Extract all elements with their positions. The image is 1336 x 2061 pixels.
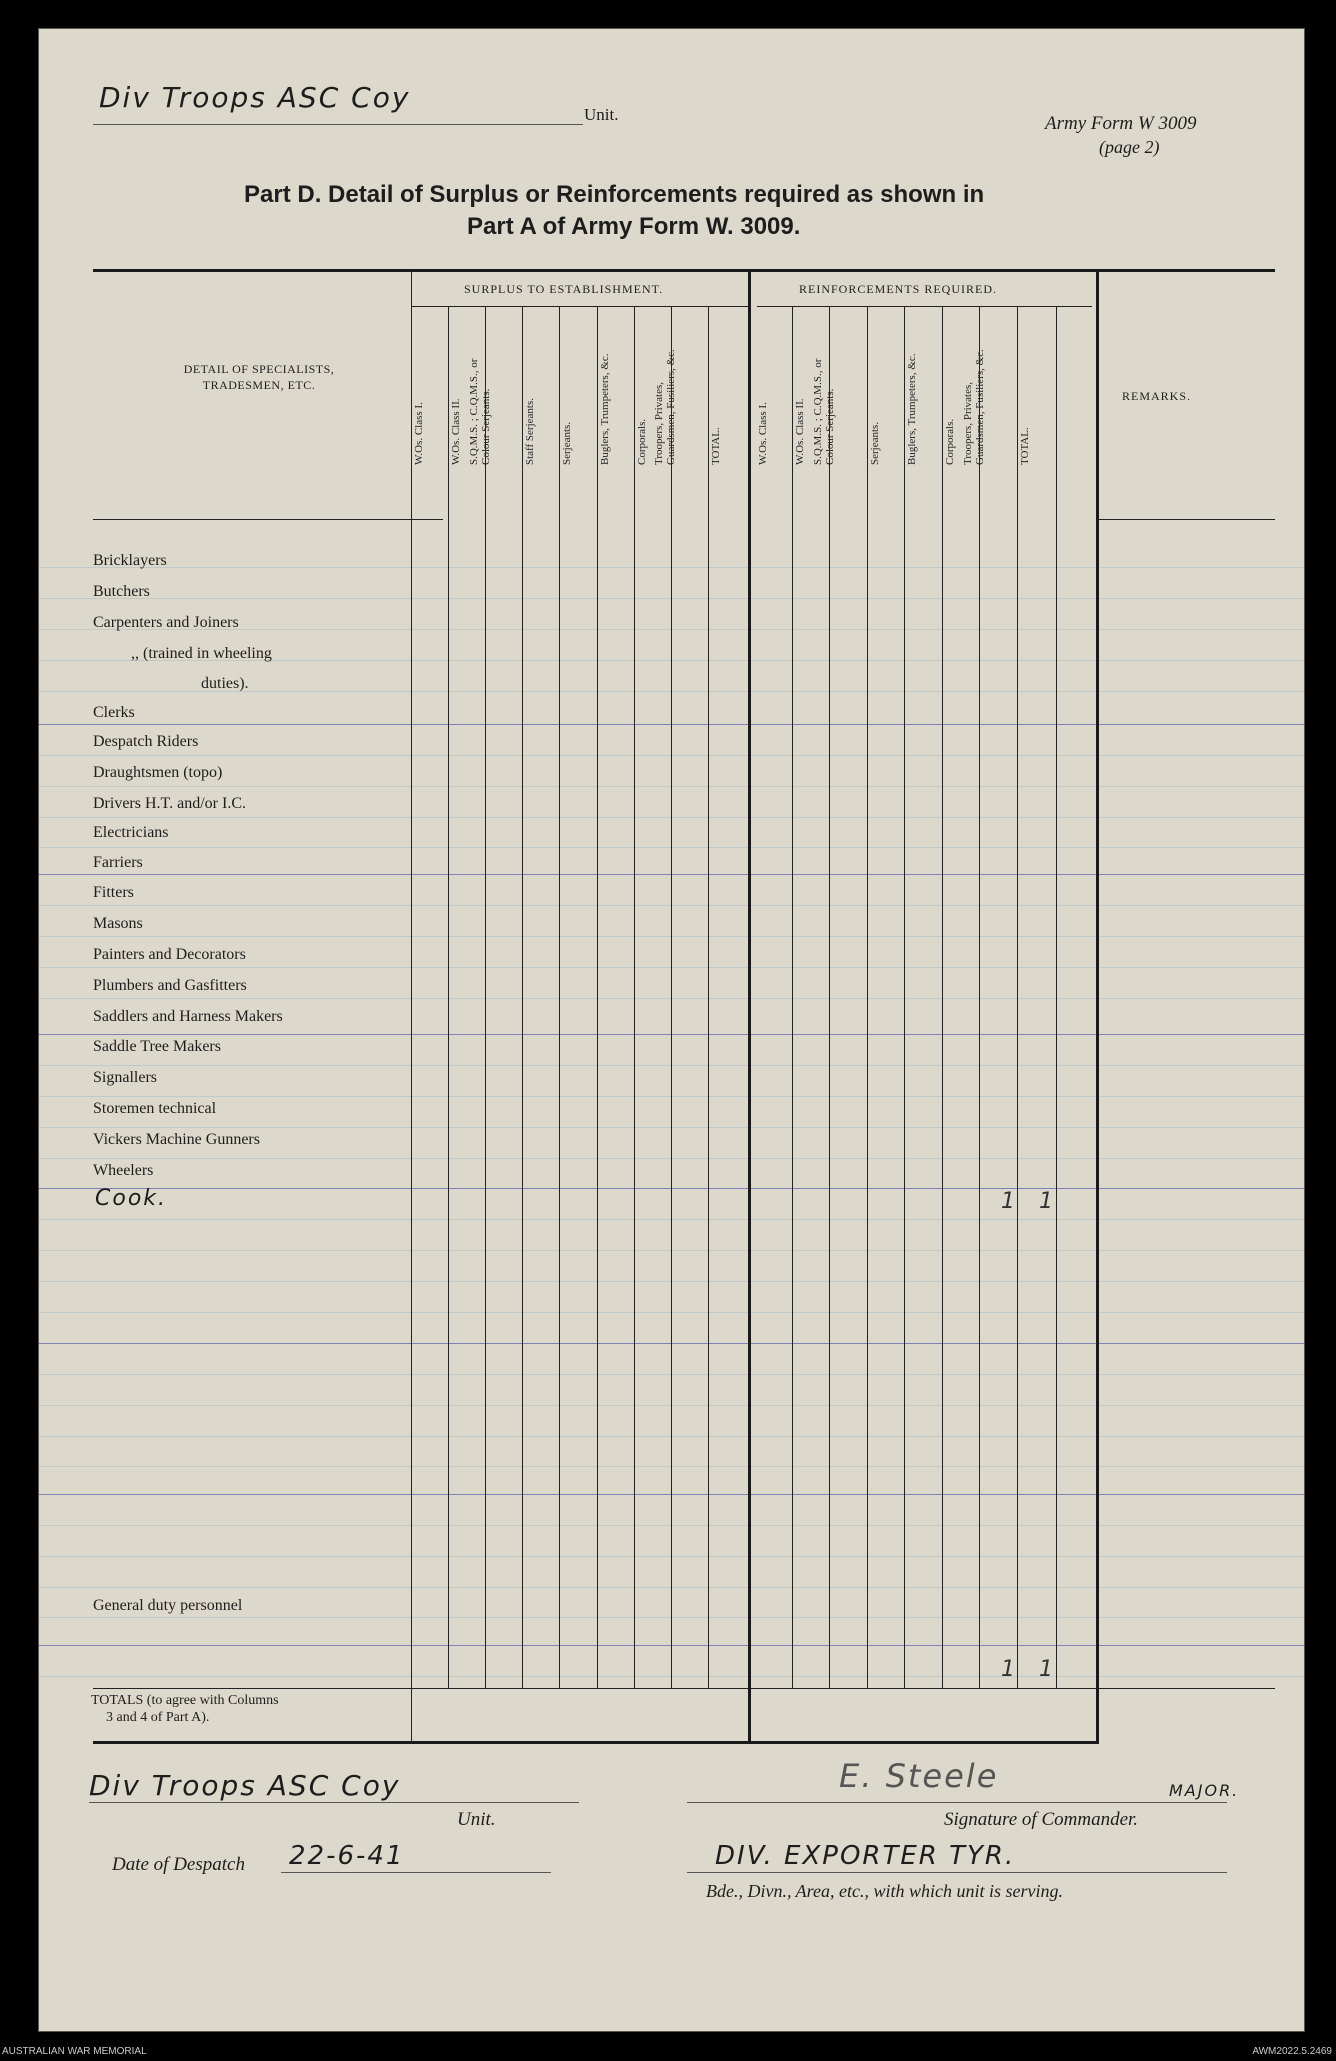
row-carpenters-wheeling: ,, (trained in wheeling: [131, 645, 272, 662]
row-electricians: Electricians: [93, 824, 169, 841]
serving-underline: [687, 1872, 1227, 1873]
row-painters: Painters and Decorators: [93, 946, 246, 963]
row-general-duty: General duty personnel: [93, 1597, 243, 1614]
row-signallers: Signallers: [93, 1069, 157, 1086]
row-vickers: Vickers Machine Gunners: [93, 1131, 260, 1148]
row-plumbers: Plumbers and Gasfitters: [93, 977, 247, 994]
page-label: (page 2): [1099, 137, 1160, 157]
date-underline: [281, 1872, 551, 1873]
column-rule: [979, 306, 980, 1688]
column-rule: [559, 306, 560, 1688]
column-rule: [867, 306, 868, 1688]
signature: E. Steele: [839, 1757, 999, 1795]
row-draughtsmen: Draughtsmen (topo): [93, 764, 223, 781]
serving-label: Bde., Divn., Area, etc., with which unit is serving.: [706, 1881, 1063, 1901]
cook-total-value: 1: [1039, 1189, 1055, 1214]
signoff-unit-underline: [89, 1802, 579, 1803]
header-bottom-rule: [1099, 519, 1275, 520]
row-wheelers: Wheelers: [93, 1162, 154, 1179]
serving-value: DIV. EXPORTER TYR.: [715, 1841, 1016, 1871]
signature-underline: [687, 1802, 1227, 1803]
signature-label: Signature of Commander.: [944, 1809, 1139, 1830]
column-rule: [448, 306, 449, 1688]
section-divider: [748, 269, 751, 1744]
totals-sub-rule: [759, 1688, 1095, 1689]
column-rule: [942, 306, 943, 1688]
row-butchers: Butchers: [93, 583, 150, 600]
column-rule: [522, 306, 523, 1688]
cook-troopers-value: 1: [1001, 1189, 1017, 1214]
column-rule: [792, 306, 793, 1688]
row-clerks: Clerks: [93, 704, 135, 721]
form-title-line2: Part A of Army Form W. 3009.: [467, 213, 801, 240]
unit-underline: [93, 124, 583, 125]
form-title-line1: Part D. Detail of Surplus or Reinforcements required as shown in: [244, 181, 985, 208]
date-label: Date of Despatch: [112, 1854, 245, 1875]
column-rule: [411, 269, 412, 1741]
header-bottom-rule: [93, 519, 443, 520]
remarks-header: REMARKS.: [1122, 389, 1192, 403]
unit-label: Unit.: [584, 105, 619, 124]
row-drivers: Drivers H.T. and/or I.C.: [93, 795, 246, 812]
column-rule: [485, 306, 486, 1688]
reinforce-subheader-rule: [757, 306, 1092, 307]
row-carpenters-duties: duties).: [201, 675, 249, 692]
column-rule: [829, 306, 830, 1688]
army-form-label: Army Form W 3009: [1045, 113, 1197, 134]
signoff-unit-handwritten: Div Troops ASC Coy: [89, 1769, 401, 1802]
row-despatch-riders: Despatch Riders: [93, 733, 199, 750]
footer-left: AUSTRALIAN WAR MEMORIAL: [2, 2046, 147, 2057]
surplus-header: SURPLUS TO ESTABLISHMENT.: [464, 282, 664, 296]
totals-label-line1: TOTALS (to agree with Columns: [91, 1693, 279, 1708]
row-carpenters: Carpenters and Joiners: [93, 614, 239, 631]
column-rule: [708, 306, 709, 1688]
row-fitters: Fitters: [93, 884, 134, 901]
section-divider: [1096, 269, 1099, 1744]
reinforce-header: REINFORCEMENTS REQUIRED.: [799, 282, 998, 296]
column-rule: [904, 306, 905, 1688]
unit-handwritten: Div Troops ASC Coy: [99, 81, 411, 114]
totals-label-line2: 3 and 4 of Part A).: [106, 1710, 210, 1725]
row-saddle-tree-makers: Saddle Tree Makers: [93, 1038, 221, 1055]
column-rule: [671, 306, 672, 1688]
column-rule: [634, 306, 635, 1688]
date-value: 22-6-41: [289, 1841, 405, 1871]
signoff-unit-label: Unit.: [457, 1809, 496, 1830]
form-page: Div Troops ASC Coy Unit. Army Form W 3009 (page 2) Part D. Detail of Surplus or Reinforcements required as shown in Part A of Army Form W. 3009. DETAIL OF SPECIALISTS, TRADESMEN, ETC. SURPLUS TO ESTABLISHMENT. REINFORCEMENTS REQUIRED. REMARKS. W.Os. Class I. W.Os. Class II. S.Q.M.S. ; C.Q.M.S., or Colour Serjeants. Staff Serjeants. Serjeants. Buglers, Trumpeters, &c. Corporals. Troopers, Privates, Guardsmen, Fusiliers, &c. TOTAL. W.Os. Class I. W.Os. Class II. S.Q.M.S. ; C.Q.M.S., or Colour Serjeants. Serjeants. Buglers, Trumpeters, &c. Corporals. Troopers, Privates, Guardsmen, Fusiliers, &c. TOTAL. Bricklayers Butchers Carpenters and Joiners ,, (trained in wheeling duties). Clerks Despatch Riders Draughtsmen (topo) Drivers H.T. and/or I.C. Electricians Farriers Fitters Masons Painters and Decorators Plumbers and Gasfitters Saddlers and Harness Makers Saddle Tree Makers Signallers Storemen technical Vickers Machine Gunners Wheelers Cook. 1 1 General duty personnel 1 1 TOTALS (to agree with Columns 3 and 4 of Part A). Div Troops ASC Coy Unit. E. Steele MAJOR. Signature of Commander. Date of Despatch 22-6-41 DIV. EXPORTER TYR. Bde., Divn., Area, etc., with which unit is serving.: [38, 28, 1305, 2032]
totals-total-value: 1: [1039, 1657, 1055, 1682]
row-cook-handwritten: Cook.: [95, 1186, 168, 1211]
row-masons: Masons: [93, 915, 143, 932]
surplus-subheader-rule: [412, 306, 749, 307]
table-bottom-rule: [93, 1741, 1098, 1744]
totals-troopers-value: 1: [1001, 1657, 1017, 1682]
row-storemen: Storemen technical: [93, 1100, 217, 1117]
rank: MAJOR.: [1169, 1781, 1240, 1800]
detail-header: DETAIL OF SPECIALISTS, TRADESMEN, ETC.: [183, 362, 335, 392]
column-rule: [1017, 306, 1018, 1688]
row-farriers: Farriers: [93, 854, 143, 871]
footer-right: AWM2022.5.2469: [1252, 2046, 1332, 2057]
row-saddlers: Saddlers and Harness Makers: [93, 1008, 283, 1025]
row-bricklayers: Bricklayers: [93, 552, 167, 569]
column-rule: [597, 306, 598, 1688]
column-rule: [1056, 306, 1057, 1688]
